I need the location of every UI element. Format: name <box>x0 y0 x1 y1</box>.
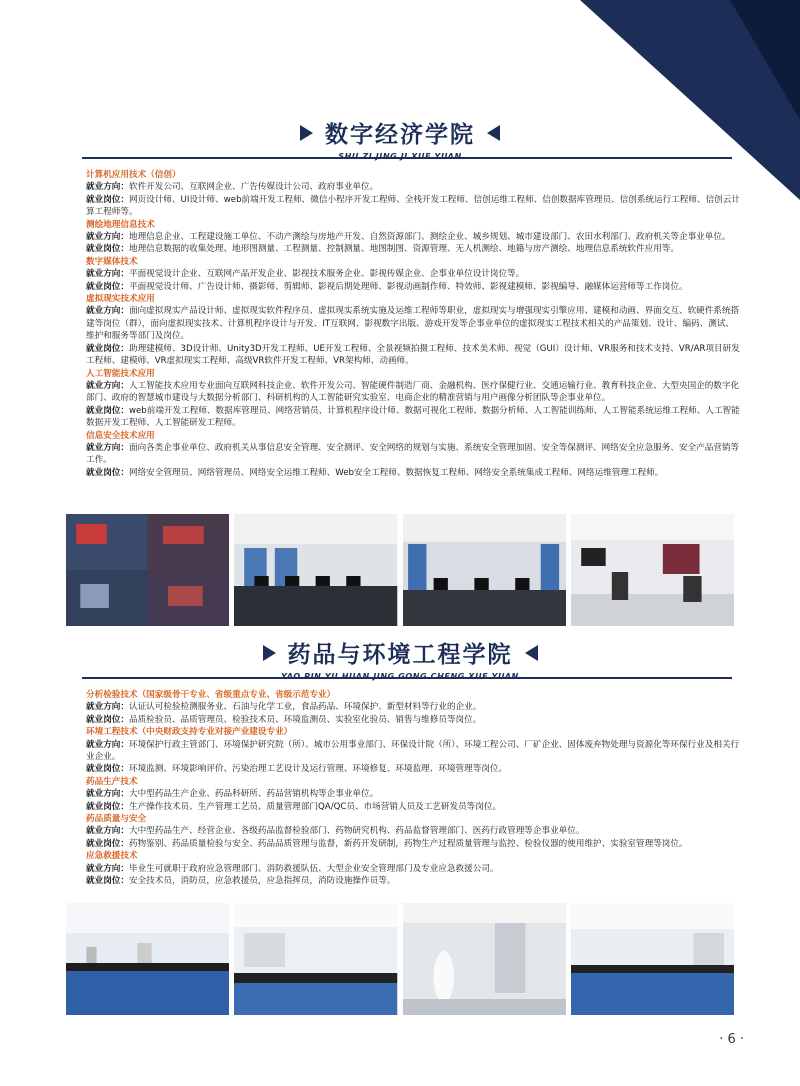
major-positions: 就业岗位：平面视觉设计师、广告设计师、摄影师、剪辑师、影视后期处理师、影视动画制作师、特效师、影视建模师、影视编导、融媒体运营师等工作岗位。 <box>86 281 688 292</box>
major-positions: 就业岗位：药物鉴别、药品质量检验与安全、药品品质管理与监督，新药开发研制，药物生产过程质量管理与监控、检验仪器的使用维护、实验室管理等岗位。 <box>86 838 688 849</box>
triangle-left-icon <box>525 645 538 661</box>
section-title: 药品与环境工程学院 <box>287 642 513 668</box>
major-direction: 就业方向：面向各类企事业单位、政府机关从事信息安全管理、安全测评、安全网络的规划与实施、系统安全管理加固、安全等保测评、网络安全应急服务、安全产品营销等工作。 <box>86 442 740 466</box>
photo-computer-lab-1 <box>234 514 397 626</box>
major-direction: 就业方向：大中型药品生产、经营企业、各级药品监督检验部门、药物研究机构、药品监督管理部门、医药行政管理等企事业单位。 <box>86 826 585 837</box>
photo-vr-lab <box>571 514 734 626</box>
major-positions: 就业岗位：生产操作技术员、生产管理工艺员、质量管理部门QA/QC员、市场营销人员及工艺研发员等岗位。 <box>86 801 502 812</box>
major-positions: 就业岗位：品质检验员、品质管理员、检验技术员、环境监测员、实验室化验员、销售与维修员等岗位。 <box>86 714 482 725</box>
major-name: 分析检验技术（国家级骨干专业、省级重点专业、省级示范专业） <box>86 690 336 700</box>
major-positions: 就业岗位：助理建模师、3D设计师、Unity3D开发工程师、UE开发工程师、全景视频拍摄工程师、技术美术师、视觉（GUI）设计师、VR服务和技术支持、VR/AR项目研发工程师、建模师、VR虚拟现实工程师、高级VR软件开发工程师、VR架构师、动画师。 <box>86 343 740 367</box>
major-direction: 就业方向：认证认可检验检测服务业、石油与化学工业，食品药品、环境保护、新型材料等行业的企业。 <box>86 702 482 713</box>
major-name: 药品生产技术 <box>86 776 138 787</box>
major-positions: 就业岗位：环境监测、环境影响评价、污染治理工艺设计及运行管理、环境修复、环境监理、环境管理等岗位。 <box>86 764 508 775</box>
triangle-left-icon <box>487 125 500 141</box>
major-direction: 就业方向：地理信息企业、工程建设施工单位、不动产测绘与房地产开发、自然资源部门、测绘企业、城乡规划、城市建设部门、农田水利部门、政府机关等企事业单位。 <box>86 232 731 243</box>
photo-lab-overview <box>571 903 734 1015</box>
photo-pharma-lab-workers <box>403 903 566 1015</box>
major-name: 环境工程技术（中央财政支持专业对接产业建设专业） <box>86 727 293 738</box>
major-name: 信息安全技术应用 <box>86 430 155 441</box>
section-content-digital-economy <box>86 169 742 479</box>
section-header-pharma-environment <box>0 636 800 681</box>
major-name: 测绘地理信息技术 <box>86 219 155 230</box>
photo-vr-exhibition-hall <box>66 514 229 626</box>
triangle-right-icon <box>300 125 313 141</box>
photo-chemistry-lab-1 <box>66 903 229 1015</box>
major-name: 药品质量与安全 <box>86 814 147 825</box>
major-name: 数字媒体技术 <box>86 256 138 267</box>
section-content-pharma-environment <box>86 689 742 888</box>
major-name: 虚拟现实技术应用 <box>86 294 155 305</box>
major-positions: 就业岗位：网络安全管理员、网络管理员、网络安全运维工程师、Web安全工程师、数据恢复工程师、网络安全系统集成工程师、网络运维管理工程师。 <box>86 467 664 478</box>
major-direction: 就业方向：毕业生可就职于政府应急管理部门、消防救援队伍、大型企业安全管理部门及专业应急救援公司。 <box>86 863 499 874</box>
photo-computer-lab-2 <box>403 514 566 626</box>
major-name: 人工智能技术应用 <box>86 368 155 379</box>
major-direction: 就业方向：人工智能技术应用专业面向互联网科技企业、软件开发公司、智能硬件制造厂商、金融机构、医疗保健行业、交通运输行业、教育科技企业、大型央国企的数字化部门、政府的智慧城市建设与大数据分析部门、科研机构的人工智能研究实验室、电商企业的精准营销与用户画像分析团队等企事业单位。 <box>86 380 740 404</box>
major-name: 计算机应用技术（信创） <box>86 170 181 180</box>
triangle-right-icon <box>263 645 276 661</box>
major-positions: 就业岗位：网页设计师、UI设计师、web前端开发工程师、微信小程序开发工程师、全栈开发工程师、信创运维工程师、信创数据库管理员、信创系统运行工程师、信创云计算工程师等。 <box>86 194 740 218</box>
major-direction: 就业方向：大中型药品生产企业、药品科研所、药品营销机构等企事业单位。 <box>86 789 379 800</box>
section-title: 数字经济学院 <box>325 122 475 148</box>
photo-chemistry-lab-2 <box>234 903 397 1015</box>
major-direction: 就业方向：面向虚拟现实产品设计师、虚拟现实软件程序员、虚拟现实系统实施及运维工程师等职业，虚拟现实与增强现实引擎应用、建模和动画、界面交互、软硬件系统搭建等岗位（群），面向虚拟现实技术、计算机程序设计与开发、IT互联网、影视数字出版、游戏开发等企事业单位的虚拟现实工程技术相关的产品策划、设计、编码、测试、维护和服务等部门及岗位。 <box>86 306 740 342</box>
page-number: · 6 · <box>719 1032 744 1047</box>
major-direction: 就业方向：软件开发公司、互联网企业、广告传媒设计公司、政府事业单位。 <box>86 182 379 193</box>
major-direction: 就业方向：环境保护行政主管部门、环境保护研究院（所）、城市公用事业部门、环保设计院（所）、环境工程公司、厂矿企业、固体废弃物处理与资源化等环保行业及相关行业企业。 <box>86 739 740 763</box>
photo-strip-pharma-environment <box>66 903 734 1015</box>
photo-strip-digital-economy <box>66 514 734 626</box>
major-name: 应急救援技术 <box>86 851 138 862</box>
section-header-digital-economy <box>0 116 800 161</box>
section-divider <box>82 157 732 159</box>
section-divider <box>82 677 732 679</box>
major-direction: 就业方向：平面视觉设计企业、互联网产品开发企业、影视技术服务企业、影视传媒企业、企事业单位设计岗位等。 <box>86 269 525 280</box>
major-positions: 就业岗位：web前端开发工程师、数据库管理员、网络营销员、计算机程序设计师、数据可视化工程师、数据分析师、人工智能训练师、人工智能系统运维工程师、人工智能数据开发工程师、人工智能研发工程师。 <box>86 405 740 429</box>
major-positions: 就业岗位：安全技术员，消防员，应急救援员，应急指挥员，消防设施操作员等。 <box>86 876 396 887</box>
major-positions: 就业岗位：地理信息数据的收集处理、地形图测量、工程测量、控制测量、地图制图、资源管理、无人机测绘、地籍与房产测绘、地理信息系统软件应用等。 <box>86 244 679 255</box>
